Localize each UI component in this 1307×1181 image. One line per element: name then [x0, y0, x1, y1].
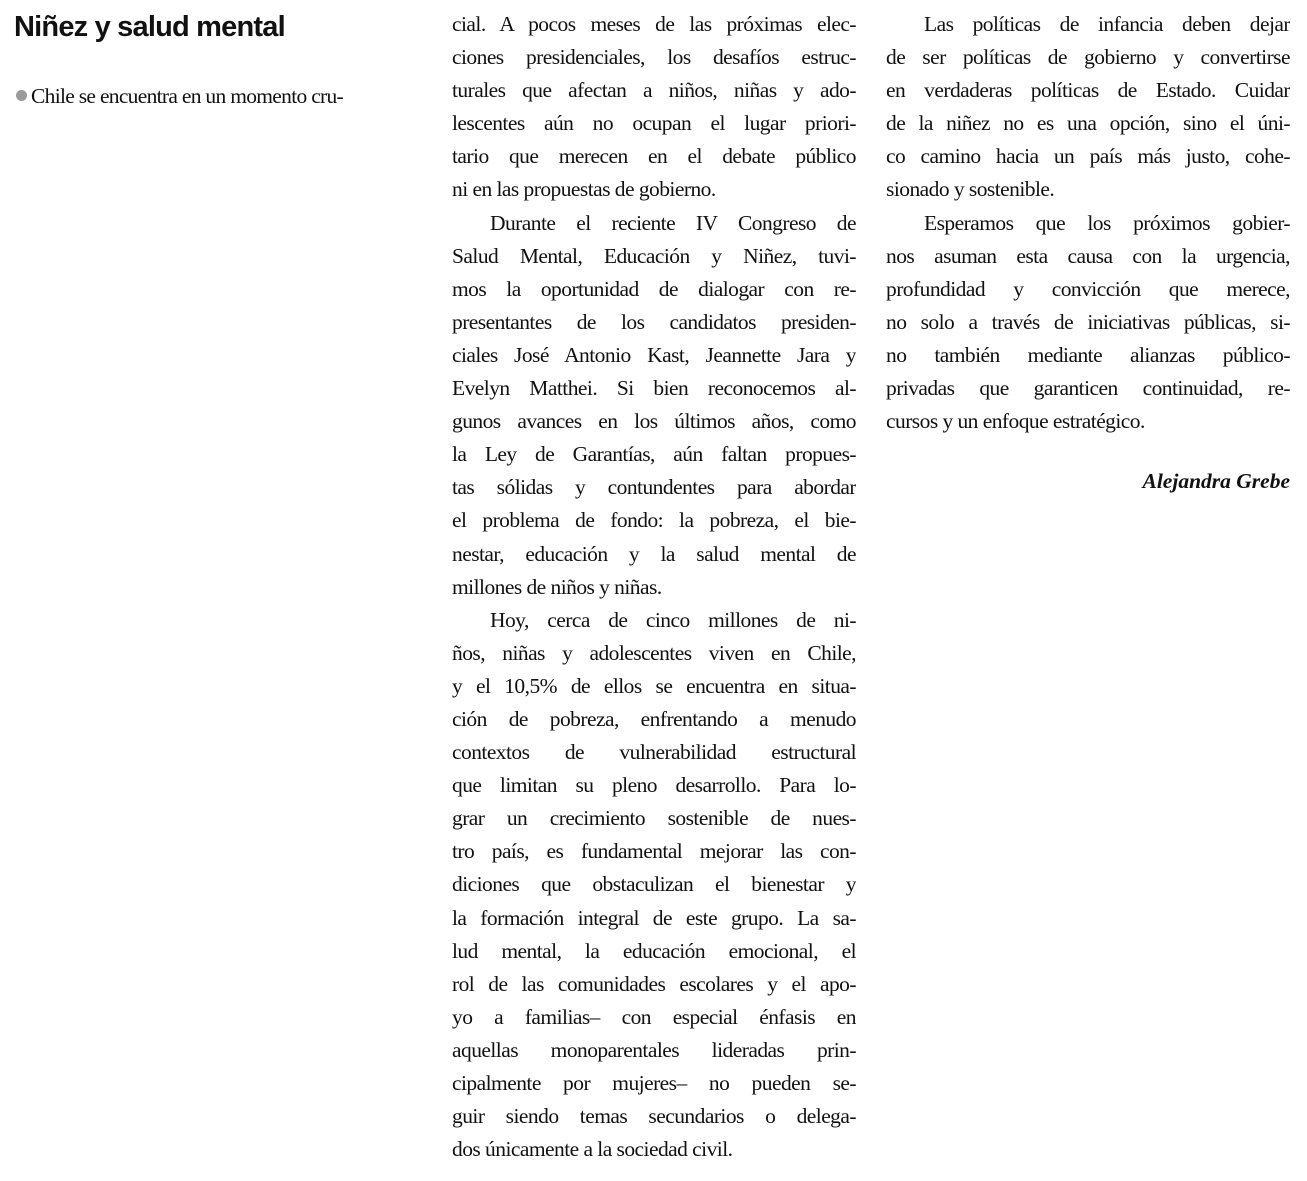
text-line: millones de niños y niñas.: [452, 574, 662, 599]
text-line: de la niñez no es una opción, sino el úni-: [886, 111, 1290, 136]
text-line: grar un crecimiento sostenible de nues-: [452, 806, 856, 831]
text-line: gunos avances en los últimos años, como: [452, 409, 856, 434]
text-line: rol de las comunidades escolares y el apo-: [452, 971, 856, 996]
text-line: Salud Mental, Educación y Niñez, tuvi-: [452, 243, 856, 268]
text-line: tas sólidas y contundentes para abordar: [452, 475, 856, 500]
text-line: ción de pobreza, enfrentando a menudo: [452, 706, 856, 731]
text-line: de ser políticas de gobierno y convertirse: [886, 45, 1290, 70]
text-line: Hoy, cerca de cinco millones de ni-: [490, 607, 856, 632]
text-line: mos la oportunidad de dialogar con re-: [452, 276, 856, 301]
text-line: nestar, educación y la salud mental de: [452, 541, 856, 566]
text-line: la formación integral de este grupo. La sa-: [452, 905, 856, 930]
lead-text: Chile se encuentra en un momento cru-: [31, 84, 344, 108]
text-line: ni en las propuestas de gobierno.: [452, 177, 716, 202]
text-line: y el 10,5% de ellos se encuentra en situa-: [452, 673, 856, 698]
text-line: dos únicamente a la sociedad civil.: [452, 1137, 733, 1162]
text-line: tario que merecen en el debate público: [452, 144, 856, 169]
author-signature: Alejandra Grebe: [1142, 469, 1290, 494]
text-line: cial. A pocos meses de las próximas elec-: [452, 12, 856, 36]
text-line: Durante el reciente IV Congreso de: [490, 210, 856, 235]
text-line: presentantes de los candidatos presiden-: [452, 309, 856, 334]
text-line: no solo a través de iniciativas públicas, si-: [886, 309, 1290, 334]
left-column: [0, 0, 430, 1181]
text-line: que limitan su pleno desarrollo. Para lo-: [452, 773, 856, 798]
text-line: nos asuman esta causa con la urgencia,: [886, 243, 1290, 268]
text-line: ciones presidenciales, los desafíos estruc-: [452, 45, 856, 70]
article-lead: [16, 81, 343, 111]
right-column: [886, 8, 1290, 528]
text-line: yo a familias– con especial énfasis en: [452, 1004, 856, 1029]
text-line: no también mediante alianzas público-: [886, 342, 1290, 367]
text-line: ños, niñas y adolescentes viven en Chile,: [452, 640, 856, 665]
text-line: tro país, es fundamental mejorar las con-: [452, 839, 856, 864]
text-line: Evelyn Matthei. Si bien reconocemos al-: [452, 376, 856, 401]
text-line: lescentes aún no ocupan el lugar priori-: [452, 111, 856, 136]
text-line: diciones que obstaculizan el bienestar y: [452, 872, 856, 897]
text-line: lud mental, la educación emocional, el: [452, 938, 856, 963]
text-line: Esperamos que los próximos gobier-: [924, 210, 1290, 235]
text-line: turales que afectan a niños, niñas y ado-: [452, 78, 856, 103]
text-line: contextos de vulnerabilidad estructural: [452, 740, 856, 765]
text-line: aquellas monoparentales lideradas prin-: [452, 1037, 856, 1062]
text-line: privadas que garanticen continuidad, re-: [886, 376, 1290, 401]
article-headline: Niñez y salud mental: [14, 11, 285, 43]
text-line: cipalmente por mujeres– no pueden se-: [452, 1071, 856, 1095]
text-line: sionado y sostenible.: [886, 177, 1055, 202]
text-line: co camino hacia un país más justo, cohe-: [886, 144, 1290, 169]
text-line: profundidad y convicción que merece,: [886, 276, 1290, 301]
text-line: Las políticas de infancia deben dejar: [924, 12, 1290, 36]
bullet-icon: [16, 90, 27, 101]
text-line: cursos y un enfoque estratégico.: [886, 409, 1145, 434]
middle-column: [452, 8, 856, 1173]
text-line: guir siendo temas secundarios o delega-: [452, 1104, 856, 1129]
text-line: el problema de fondo: la pobreza, el bie-: [452, 508, 856, 533]
text-line: en verdaderas políticas de Estado. Cuidar: [886, 78, 1290, 103]
text-line: ciales José Antonio Kast, Jeannette Jara y: [452, 342, 856, 367]
text-line: la Ley de Garantías, aún faltan propues-: [452, 442, 856, 467]
